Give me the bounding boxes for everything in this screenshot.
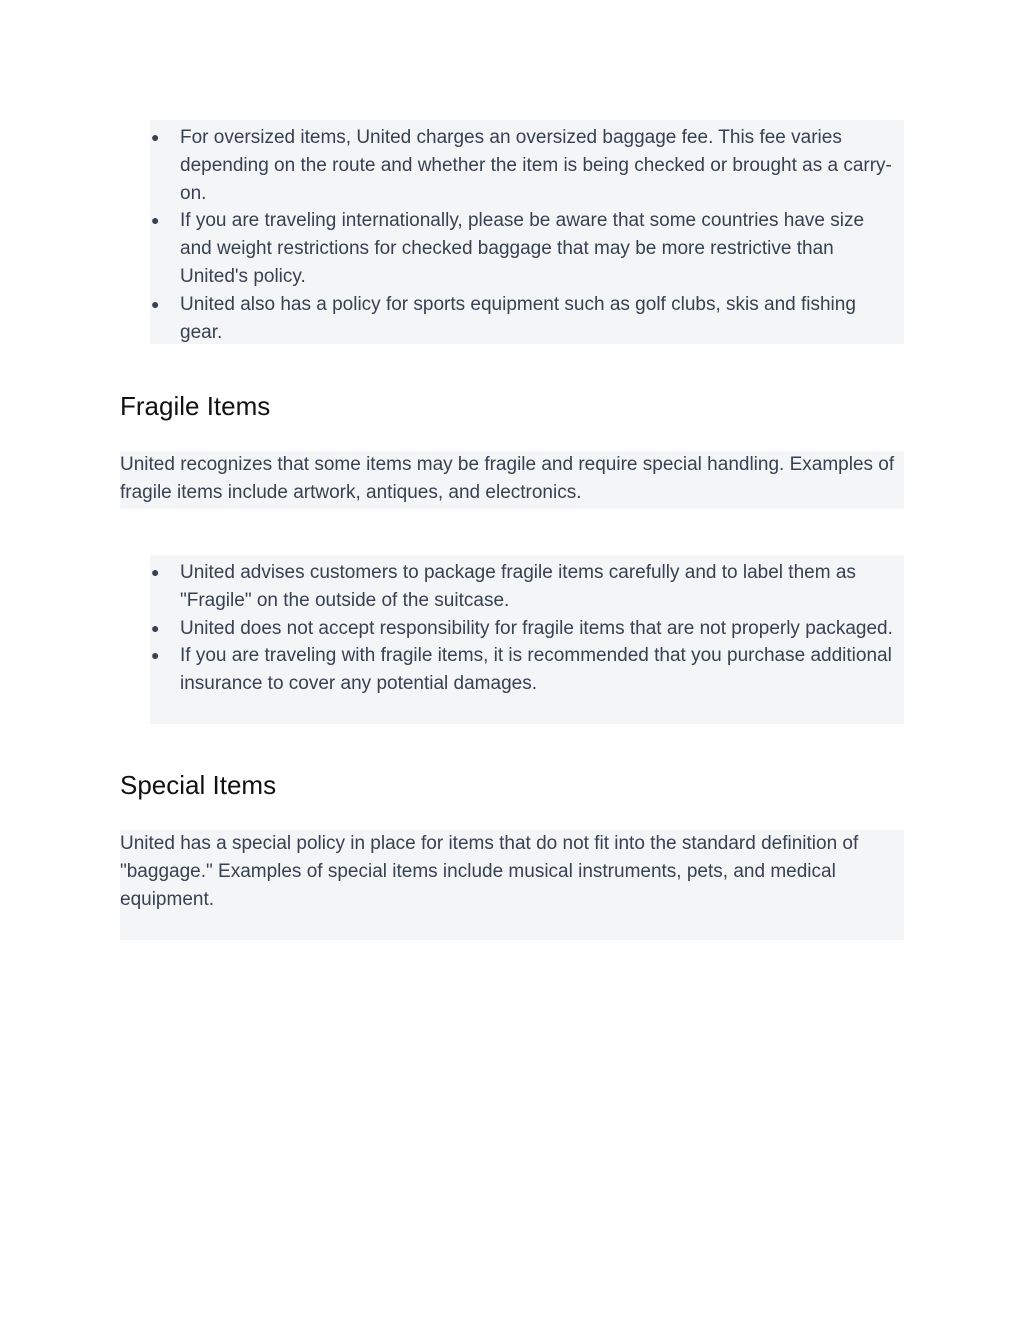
list-item — [150, 207, 904, 290]
special-items-heading: Special Items — [120, 770, 277, 800]
bullet-icon: ● — [151, 295, 160, 312]
list-item-text: For oversized items, United charges an oversized baggage fee. This fee varies depending on the route and whether the item is being checked or brought as a carry-on. — [180, 127, 892, 204]
list-item — [150, 615, 904, 643]
bullet-icon: ● — [151, 129, 160, 145]
list-item-text: United advises customers to package fragile items carefully and to label them as "Fragile" on the outside of the suitcase. — [180, 562, 856, 611]
bullet-icon: ● — [151, 647, 160, 664]
fragile-bullet-list — [150, 555, 904, 724]
list-item-text: If you are traveling internationally, please be aware that some countries have size and weight restrictions for checked baggage that may be more restrictive than United's policy. — [180, 210, 865, 287]
fragile-items-heading: Fragile Items — [120, 391, 271, 421]
list-item-text: United also has a policy for sports equipment such as golf clubs, skis and fishing gear. — [180, 293, 856, 343]
list-item — [150, 124, 904, 207]
bullet-icon: ● — [151, 212, 160, 229]
list-item — [150, 559, 904, 615]
oversized-bullet-list — [150, 120, 904, 344]
bullet-icon: ● — [151, 619, 160, 636]
fragile-items-intro: United recognizes that some items may be fragile and require special handling. Examples of fragile items include artwork, antiques, and electronics. — [120, 451, 904, 509]
bullet-icon: ● — [151, 564, 160, 580]
list-item-text: If you are traveling with fragile items, it is recommended that you purchase additional insurance to cover any potential damages. — [180, 645, 892, 695]
list-item — [150, 291, 904, 347]
special-items-intro: United has a special policy in place for items that do not fit into the standard definition of "baggage." Examples of special items include musical instruments, pets, and medical equipment. — [120, 830, 904, 940]
list-item-text: United does not accept responsibility for fragile items that are not properly packaged. — [180, 617, 893, 639]
list-item — [150, 642, 904, 698]
